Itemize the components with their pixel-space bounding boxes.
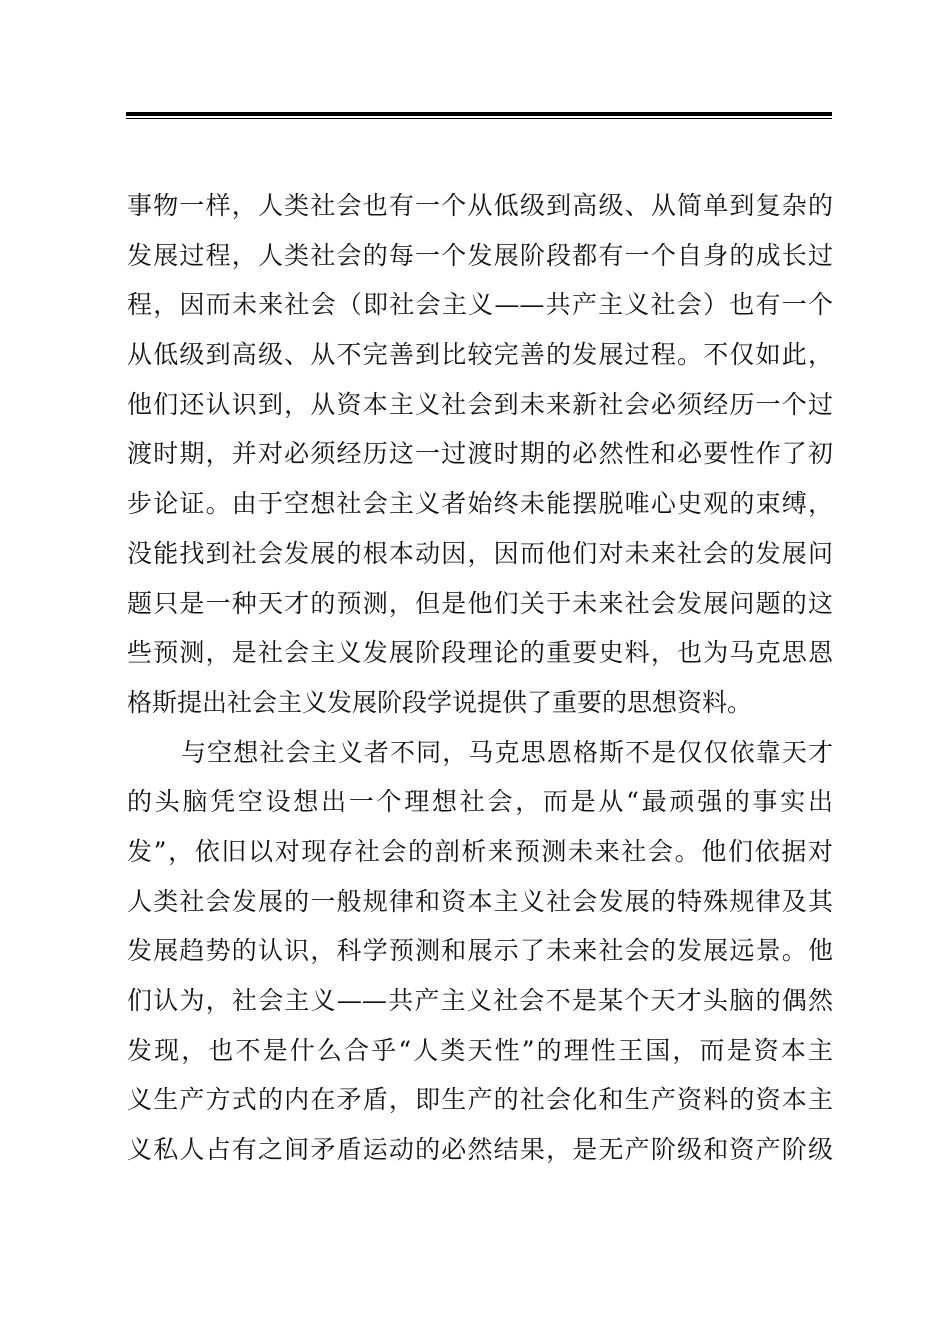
text-line: 些预测，是社会主义发展阶段理论的重要史料，也为马克思恩 xyxy=(127,638,833,668)
text-line: 义生产方式的内在矛盾，即生产的社会化和生产资料的资本主 xyxy=(127,1085,833,1115)
text-line: 发”，依旧以对现存社会的剖析来预测未来社会。他们依据对 xyxy=(127,836,833,866)
paragraph-end-line: 格斯提出社会主义发展阶段学说提供了重要的思想资料。 xyxy=(127,687,753,717)
header-rule-thin xyxy=(126,118,832,119)
text-line: 发展趋势的认识，科学预测和展示了未来社会的发展远景。他 xyxy=(127,936,833,966)
text-line: 程，因而未来社会（即社会主义——共产主义社会）也有一个 xyxy=(127,290,833,320)
text-line: 发展过程，人类社会的每一个发展阶段都有一个自身的成长过 xyxy=(127,240,833,270)
paragraph-first-line: 与空想社会主义者不同，马克思恩格斯不是仅仅依靠天才 xyxy=(181,737,833,767)
body-text xyxy=(127,181,833,1175)
text-line: 发现，也不是什么合乎“人类天性”的理性王国，而是资本主 xyxy=(127,1035,833,1065)
text-line: 事物一样，人类社会也有一个从低级到高级、从简单到复杂的 xyxy=(127,191,833,220)
text-line: 从低级到高级、从不完善到比较完善的发展过程。不仅如此， xyxy=(127,340,833,370)
header-double-rule xyxy=(126,112,832,119)
text-line: 的头脑凭空设想出一个理想社会，而是从“最顽强的事实出 xyxy=(127,787,833,817)
text-line: 步论证。由于空想社会主义者始终未能摆脱唯心史观的束缚， xyxy=(127,489,833,519)
text-line: 渡时期，并对必须经历这一过渡时期的必然性和必要性作了初 xyxy=(127,439,833,469)
text-line: 人类社会发展的一般规律和资本主义社会发展的特殊规律及其 xyxy=(127,886,833,916)
text-line: 没能找到社会发展的根本动因，因而他们对未来社会的发展问 xyxy=(127,538,833,568)
text-line: 他们还认识到，从资本主义社会到未来新社会必须经历一个过 xyxy=(127,389,833,419)
text-line: 们认为，社会主义——共产主义社会不是某个天才头脑的偶然 xyxy=(127,986,833,1015)
text-line: 义私人占有之间矛盾运动的必然结果，是无产阶级和资产阶级 xyxy=(127,1135,833,1165)
text-line: 题只是一种天才的预测，但是他们关于未来社会发展问题的这 xyxy=(127,588,833,618)
